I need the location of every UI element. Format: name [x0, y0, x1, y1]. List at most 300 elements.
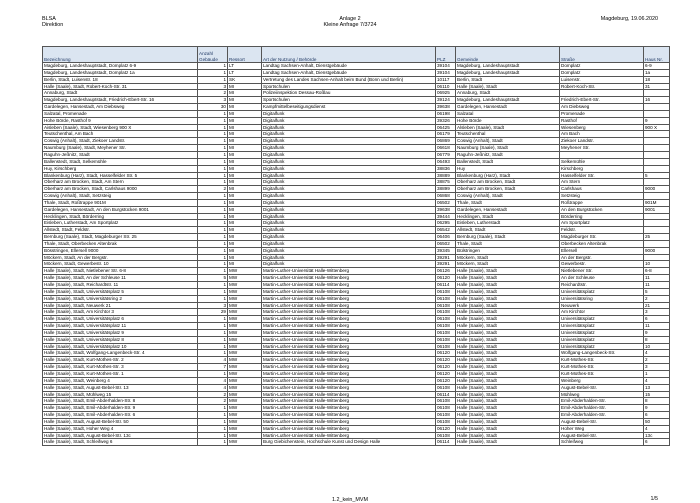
- cell-municipality: Gardelegen, Hansestadt: [456, 206, 560, 213]
- cell-postcode: 06108: [436, 412, 456, 419]
- cell-name: Halle (Saale), Stadt, Kurt-Mothes-Str. 2: [43, 357, 198, 364]
- cell-name: Halle (Saale), Stadt, Robert-Koch-Str. 31: [43, 83, 198, 90]
- cell-municipality: Halle (Saale), Stadt: [456, 398, 560, 405]
- cell-department: SK: [228, 76, 262, 83]
- cell-municipality: Halle (Saale), Stadt: [456, 418, 560, 425]
- cell-municipality: Halle (Saale), Stadt: [456, 336, 560, 343]
- cell-department: MW: [228, 432, 262, 439]
- cell-department: MW: [228, 405, 262, 412]
- table-row: [43, 220, 670, 227]
- table-row: [43, 227, 670, 234]
- cell-street: Selkemühle: [560, 158, 644, 165]
- cell-name: Möckern, Stadt, An der Bergstr.: [43, 254, 198, 261]
- cell-department: MI: [228, 90, 262, 97]
- cell-street: [560, 151, 644, 158]
- cell-department: MI: [228, 213, 262, 220]
- cell-house-number: 50: [644, 418, 670, 425]
- cell-department: MI: [228, 254, 262, 261]
- cell-building-count: 3: [198, 97, 228, 104]
- table-row: [43, 350, 670, 357]
- cell-house-number: [644, 213, 670, 220]
- cell-municipality: Huy: [456, 165, 560, 172]
- cell-house-number: [644, 158, 670, 165]
- table-row: [43, 206, 670, 213]
- cell-usage: Polizeiinspektion Dessau-Roßlau: [262, 90, 436, 97]
- cell-house-number: [644, 110, 670, 117]
- cell-street: Universitätsplatz: [560, 288, 644, 295]
- cell-street: Nietlebener Str.: [560, 268, 644, 275]
- cell-usage: Digitalfunk: [262, 165, 436, 172]
- cell-street: Kurt-Mothes-Str.: [560, 370, 644, 377]
- cell-building-count: 5: [198, 275, 228, 282]
- cell-name: Halle (Saale), Stadt, Universitätsplatz 6: [43, 316, 198, 323]
- cell-usage: Martin-Luther-Universität Halle-Wittenberg: [262, 418, 436, 425]
- table-row: [43, 329, 670, 336]
- cell-building-count: 1: [198, 199, 228, 206]
- cell-postcode: 38889: [436, 172, 456, 179]
- table-row: [43, 336, 670, 343]
- cell-municipality: Coswig (Anhalt), Stadt: [456, 138, 560, 145]
- cell-house-number: [644, 145, 670, 152]
- cell-street: Neuwerk: [560, 302, 644, 309]
- cell-name: Halle (Saale), Stadt, Universitätsplatz 9: [43, 329, 198, 336]
- cell-street: Emil-Abderhalden-Str.: [560, 398, 644, 405]
- table-row: [43, 131, 670, 138]
- page-number: 1/5: [650, 496, 658, 502]
- table-row: [43, 186, 670, 193]
- cell-usage: Martin-Luther-Universität Halle-Wittenberg: [262, 364, 436, 371]
- cell-house-number: [644, 151, 670, 158]
- cell-department: MI: [228, 117, 262, 124]
- table-row: [43, 398, 670, 405]
- table-header-row: [43, 47, 670, 63]
- cell-building-count: 1: [198, 145, 228, 152]
- cell-usage: Burg Giebichenstein, Hochschule Kunst und Design Halle: [262, 439, 436, 446]
- cell-municipality: Halle (Saale), Stadt: [456, 329, 560, 336]
- cell-street: Ziekoer Landstr.: [560, 138, 644, 145]
- cell-department: MW: [228, 323, 262, 330]
- cell-name: Halle (Saale), Stadt, Universitätsplatz 11: [43, 323, 198, 330]
- cell-street: August-Bebel-Str.: [560, 384, 644, 391]
- cell-name: Halle (Saale), Stadt, Reichardtstr. 11: [43, 282, 198, 289]
- cell-house-number: [644, 220, 670, 227]
- cell-postcode: 06120: [436, 275, 456, 282]
- cell-house-number: [644, 227, 670, 234]
- cell-street: Carlshaus: [560, 186, 644, 193]
- cell-street: Emil-Abderhalden-Str.: [560, 405, 644, 412]
- cell-municipality: Halle (Saale), Stadt: [456, 83, 560, 90]
- cell-usage: Digitalfunk: [262, 179, 436, 186]
- cell-street: Universitätsplatz: [560, 343, 644, 350]
- cell-usage: Digitalfunk: [262, 117, 436, 124]
- cell-building-count: 1: [198, 288, 228, 295]
- cell-postcode: 39444: [436, 213, 456, 220]
- cell-department: MW: [228, 268, 262, 275]
- cell-department: MI: [228, 104, 262, 111]
- cell-department: MI: [228, 261, 262, 268]
- table-row: [43, 343, 670, 350]
- cell-postcode: 06120: [436, 364, 456, 371]
- cell-house-number: 10: [644, 261, 670, 268]
- table-row: [43, 370, 670, 377]
- table-row: [43, 425, 670, 432]
- cell-building-count: 2: [198, 186, 228, 193]
- cell-municipality: Bülstringen: [456, 247, 560, 254]
- table-row: [43, 391, 670, 398]
- cell-building-count: 29: [198, 309, 228, 316]
- cell-department: MW: [228, 439, 262, 446]
- cell-building-count: 1: [198, 329, 228, 336]
- cell-postcode: 39326: [436, 117, 456, 124]
- cell-usage: Martin-Luther-Universität Halle-Wittenberg: [262, 329, 436, 336]
- cell-building-count: 1: [198, 179, 228, 186]
- cell-name: Coswig (Anhalt), Stadt, Ziekoer Landstr.: [43, 138, 198, 145]
- cell-name: Hecklingen, Stadt, Börderring: [43, 213, 198, 220]
- cell-usage: Martin-Luther-Universität Halle-Wittenberg: [262, 323, 436, 330]
- cell-street: Setzsteig: [560, 193, 644, 200]
- cell-department: MW: [228, 309, 262, 316]
- cell-street: Luisenstr.: [560, 76, 644, 83]
- cell-municipality: Thale, Stadt: [456, 240, 560, 247]
- cell-building-count: 1: [198, 405, 228, 412]
- cell-name: Halle (Saale), Stadt, An der Schleuse 11: [43, 275, 198, 282]
- cell-street: Reichardtstr.: [560, 282, 644, 289]
- cell-postcode: 06425: [436, 124, 456, 131]
- cell-street: Feldstr.: [560, 227, 644, 234]
- cell-building-count: 1: [198, 158, 228, 165]
- cell-name: Halle (Saale), Stadt, Weinberg 4: [43, 377, 198, 384]
- cell-municipality: Ballenstedt, Stadt: [456, 158, 560, 165]
- cell-name: Raguhn-Jeßnitz, Stadt: [43, 151, 198, 158]
- cell-postcode: 39291: [436, 261, 456, 268]
- cell-house-number: 900 X: [644, 124, 670, 131]
- cell-name: Halle (Saale), Stadt, Wolfgang-Langenbeck-Str. 4: [43, 350, 198, 357]
- cell-usage: Digitalfunk: [262, 220, 436, 227]
- cell-usage: Martin-Luther-Universität Halle-Wittenberg: [262, 377, 436, 384]
- table-header: [43, 47, 670, 63]
- cell-name: Annaburg, Stadt: [43, 90, 198, 97]
- cell-house-number: [644, 193, 670, 200]
- cell-municipality: Halle (Saale), Stadt: [456, 316, 560, 323]
- cell-usage: Sportschulen: [262, 83, 436, 90]
- cell-department: MW: [228, 370, 262, 377]
- cell-usage: Landtag Sachsen-Anhalt, Dienstgebäude: [262, 69, 436, 76]
- cell-postcode: 06120: [436, 425, 456, 432]
- cell-department: MW: [228, 329, 262, 336]
- cell-usage: Digitalfunk: [262, 158, 436, 165]
- cell-street: Ellersell: [560, 247, 644, 254]
- cell-building-count: 4: [198, 377, 228, 384]
- cell-name: Halle (Saale), Stadt, August-Bebel-Str. 13: [43, 384, 198, 391]
- table-row: [43, 309, 670, 316]
- cell-name: Salzatal, Promenade: [43, 110, 198, 117]
- cell-postcode: 06108: [436, 398, 456, 405]
- cell-building-count: 30: [198, 104, 228, 111]
- cell-usage: Digitalfunk: [262, 124, 436, 131]
- cell-usage: Digitalfunk: [262, 261, 436, 268]
- cell-municipality: Annaburg, Stadt: [456, 90, 560, 97]
- cell-building-count: 1: [198, 172, 228, 179]
- cell-municipality: Coswig (Anhalt), Stadt: [456, 193, 560, 200]
- cell-department: MI: [228, 227, 262, 234]
- cell-municipality: Hohe Börde: [456, 117, 560, 124]
- cell-street: An der Bergstr.: [560, 254, 644, 261]
- table-row: [43, 240, 670, 247]
- cell-building-count: 1: [198, 227, 228, 234]
- cell-street: Weinberg: [560, 377, 644, 384]
- cell-municipality: Halle (Saale), Stadt: [456, 370, 560, 377]
- cell-municipality: Möckern, Stadt: [456, 261, 560, 268]
- cell-postcode: 39638: [436, 104, 456, 111]
- cell-building-count: 3: [198, 302, 228, 309]
- cell-street: An der Schleuse: [560, 275, 644, 282]
- cell-municipality: Halle (Saale), Stadt: [456, 295, 560, 302]
- cell-municipality: Magdeburg, Landeshauptstadt: [456, 69, 560, 76]
- cell-postcode: 06198: [436, 110, 456, 117]
- cell-street: Universitätsplatz: [560, 336, 644, 343]
- cell-house-number: 21: [644, 302, 670, 309]
- cell-postcode: 38875: [436, 179, 456, 186]
- table-row: [43, 282, 670, 289]
- cell-house-number: 25: [644, 234, 670, 241]
- cell-name: Halle (Saale), Stadt, Schleifweg 6: [43, 439, 198, 446]
- cell-department: MI: [228, 138, 262, 145]
- cell-street: Am Bach: [560, 131, 644, 138]
- cell-building-count: 1: [198, 234, 228, 241]
- cell-house-number: 18: [644, 76, 670, 83]
- cell-usage: Digitalfunk: [262, 199, 436, 206]
- cell-building-count: 1: [198, 439, 228, 446]
- cell-postcode: 06108: [436, 418, 456, 425]
- cell-usage: Digitalfunk: [262, 186, 436, 193]
- cell-building-count: 1: [198, 282, 228, 289]
- cell-municipality: Teutschenthal: [456, 131, 560, 138]
- cell-street: Am Sportplatz: [560, 220, 644, 227]
- cell-department: MI: [228, 110, 262, 117]
- cell-building-count: 1: [198, 220, 228, 227]
- cell-postcode: 06120: [436, 370, 456, 377]
- cell-name: Halle (Saale), Stadt, August-Bebel-Str. 50: [43, 418, 198, 425]
- cell-house-number: 5: [644, 172, 670, 179]
- table-row: [43, 110, 670, 117]
- table-row: [43, 234, 670, 241]
- cell-postcode: 39291: [436, 254, 456, 261]
- cell-postcode: 06120: [436, 350, 456, 357]
- column-header-usage: Art der Nutzung / Behörde: [262, 47, 436, 63]
- cell-house-number: 13c: [644, 432, 670, 439]
- cell-building-count: 1: [198, 316, 228, 323]
- cell-street: Am Kirchtor: [560, 309, 644, 316]
- table-row: [43, 90, 670, 97]
- document-attachment-label: Anlage 2: [339, 16, 361, 22]
- table-row: [43, 124, 670, 131]
- cell-house-number: 6: [644, 316, 670, 323]
- cell-street: Emil-Abderhalden-Str.: [560, 412, 644, 419]
- cell-department: MW: [228, 412, 262, 419]
- cell-house-number: 4: [644, 350, 670, 357]
- cell-usage: Martin-Luther-Universität Halle-Wittenberg: [262, 336, 436, 343]
- cell-department: MW: [228, 418, 262, 425]
- cell-municipality: Raguhn-Jeßnitz, Stadt: [456, 151, 560, 158]
- cell-house-number: 1a: [644, 69, 670, 76]
- cell-building-count: 2: [198, 398, 228, 405]
- cell-building-count: 1: [198, 254, 228, 261]
- cell-street: Am Diebsweg: [560, 104, 644, 111]
- cell-street: Schleifweg: [560, 439, 644, 446]
- cell-building-count: 1: [198, 350, 228, 357]
- table-row: [43, 104, 670, 111]
- cell-usage: Martin-Luther-Universität Halle-Wittenberg: [262, 384, 436, 391]
- cell-postcode: 39638: [436, 206, 456, 213]
- cell-postcode: 39104: [436, 69, 456, 76]
- cell-house-number: 16: [644, 97, 670, 104]
- cell-house-number: 10: [644, 343, 670, 350]
- cell-street: Mühlweg: [560, 391, 644, 398]
- cell-usage: Kampfmittelbeseitigungsdienst: [262, 104, 436, 111]
- cell-name: Allstedt, Stadt, Feldstr.: [43, 227, 198, 234]
- cell-municipality: Halle (Saale), Stadt: [456, 377, 560, 384]
- cell-building-count: 1: [198, 261, 228, 268]
- cell-municipality: Halle (Saale), Stadt: [456, 391, 560, 398]
- cell-postcode: 06179: [436, 131, 456, 138]
- table-row: [43, 384, 670, 391]
- cell-municipality: Berlin, Stadt: [456, 76, 560, 83]
- header-date: Magdeburg, 19.06.2020: [600, 16, 658, 22]
- cell-department: LT: [228, 69, 262, 76]
- table-row: [43, 213, 670, 220]
- cell-building-count: 1: [198, 418, 228, 425]
- cell-postcode: 06114: [436, 282, 456, 289]
- cell-usage: Digitalfunk: [262, 213, 436, 220]
- table-row: [43, 117, 670, 124]
- cell-postcode: 06114: [436, 391, 456, 398]
- cell-house-number: 9: [644, 117, 670, 124]
- cell-street: August-Bebel-Str.: [560, 418, 644, 425]
- cell-building-count: 1: [198, 69, 228, 76]
- cell-house-number: 2: [644, 357, 670, 364]
- cell-municipality: Halle (Saale), Stadt: [456, 425, 560, 432]
- table-row: [43, 69, 670, 76]
- table-row: [43, 295, 670, 302]
- cell-street: Rasthof: [560, 117, 644, 124]
- cell-building-count: 1: [198, 247, 228, 254]
- cell-municipality: Halle (Saale), Stadt: [456, 309, 560, 316]
- cell-usage: Digitalfunk: [262, 193, 436, 200]
- cell-municipality: Halle (Saale), Stadt: [456, 268, 560, 275]
- cell-postcode: 06108: [436, 336, 456, 343]
- cell-name: Oberharz am Brocken, Stadt, Carlshaus 9000: [43, 186, 198, 193]
- cell-street: Kurt-Mothes-Str.: [560, 364, 644, 371]
- cell-postcode: 06779: [436, 151, 456, 158]
- cell-usage: Digitalfunk: [262, 110, 436, 117]
- column-header-postcode: PLZ: [436, 47, 456, 63]
- cell-street: August-Bebel-Str.: [560, 432, 644, 439]
- cell-municipality: Magdeburg, Landeshauptstadt: [456, 63, 560, 70]
- cell-house-number: 11: [644, 323, 670, 330]
- cell-postcode: 39345: [436, 247, 456, 254]
- cell-name: Halle (Saale), Stadt, Kurt-Mothes-Str. 3: [43, 364, 198, 371]
- cell-usage: Martin-Luther-Universität Halle-Wittenberg: [262, 288, 436, 295]
- table-row: [43, 193, 670, 200]
- table-row: [43, 364, 670, 371]
- cell-postcode: 06126: [436, 268, 456, 275]
- cell-usage: Martin-Luther-Universität Halle-Wittenberg: [262, 370, 436, 377]
- cell-name: Aisleben (Saale), Stadt, Wiesenberg 900 X: [43, 124, 198, 131]
- table-row: [43, 151, 670, 158]
- cell-municipality: Halle (Saale), Stadt: [456, 364, 560, 371]
- cell-department: MW: [228, 336, 262, 343]
- cell-usage: Digitalfunk: [262, 240, 436, 247]
- cell-building-count: 1: [198, 425, 228, 432]
- cell-building-count: 1: [198, 117, 228, 124]
- cell-usage: Digitalfunk: [262, 131, 436, 138]
- table-row: [43, 172, 670, 179]
- cell-name: Magdeburg, Landeshauptstadt, Domplatz 1a: [43, 69, 198, 76]
- cell-usage: Martin-Luther-Universität Halle-Wittenberg: [262, 275, 436, 282]
- cell-postcode: 06618: [436, 145, 456, 152]
- cell-building-count: 1: [198, 138, 228, 145]
- table-row: [43, 418, 670, 425]
- cell-name: Halle (Saale), Stadt, Universitätsring 2: [43, 295, 198, 302]
- cell-postcode: 06869: [436, 138, 456, 145]
- cell-postcode: 06108: [436, 288, 456, 295]
- cell-name: Magdeburg, Landeshauptstadt, Friedrich-Ebert-Str. 16: [43, 97, 198, 104]
- cell-building-count: 1: [198, 343, 228, 350]
- cell-postcode: 06120: [436, 377, 456, 384]
- cell-house-number: 11: [644, 275, 670, 282]
- cell-building-count: 1: [198, 213, 228, 220]
- cell-house-number: 31: [644, 83, 670, 90]
- cell-name: Teutschenthal, Am Bach: [43, 131, 198, 138]
- cell-building-count: 1: [198, 124, 228, 131]
- cell-municipality: Halle (Saale), Stadt: [456, 288, 560, 295]
- cell-department: MW: [228, 282, 262, 289]
- cell-postcode: 06108: [436, 432, 456, 439]
- cell-house-number: 13: [644, 384, 670, 391]
- cell-usage: Martin-Luther-Universität Halle-Wittenberg: [262, 425, 436, 432]
- table-row: [43, 158, 670, 165]
- cell-department: MI: [228, 234, 262, 241]
- cell-house-number: 4: [644, 425, 670, 432]
- cell-municipality: Möckern, Stadt: [456, 254, 560, 261]
- cell-name: Halle (Saale), Stadt, August-Bebel-Str. 13c: [43, 432, 198, 439]
- footer-file-label: 1.2_kein_MVM: [332, 497, 368, 503]
- cell-municipality: Oberharz am Brocken, Stadt: [456, 186, 560, 193]
- cell-street: Kirschberg: [560, 165, 644, 172]
- cell-municipality: Halle (Saale), Stadt: [456, 343, 560, 350]
- cell-building-count: 1: [198, 151, 228, 158]
- cell-usage: Digitalfunk: [262, 206, 436, 213]
- cell-street: Friedrich-Ebert-Str.: [560, 97, 644, 104]
- cell-department: MW: [228, 350, 262, 357]
- cell-building-count: 1: [198, 206, 228, 213]
- cell-name: Möckern, Stadt, Gewerbestr. 10: [43, 261, 198, 268]
- cell-postcode: 06114: [436, 439, 456, 446]
- cell-name: Halle (Saale), Stadt, Nietlebener Str. 6-8: [43, 268, 198, 275]
- cell-house-number: 9: [644, 405, 670, 412]
- cell-department: MI: [228, 179, 262, 186]
- cell-house-number: 6-9: [644, 63, 670, 70]
- table-row: [43, 138, 670, 145]
- table-row: [43, 63, 670, 70]
- cell-street: Meyhener Str.: [560, 145, 644, 152]
- cell-usage: Martin-Luther-Universität Halle-Wittenberg: [262, 350, 436, 357]
- cell-name: Gardelegen, Hansestadt, An den Burgstücken 9001: [43, 206, 198, 213]
- organization-name: BLSA: [42, 16, 56, 22]
- cell-department: MW: [228, 288, 262, 295]
- cell-house-number: [644, 90, 670, 97]
- cell-postcode: 06108: [436, 384, 456, 391]
